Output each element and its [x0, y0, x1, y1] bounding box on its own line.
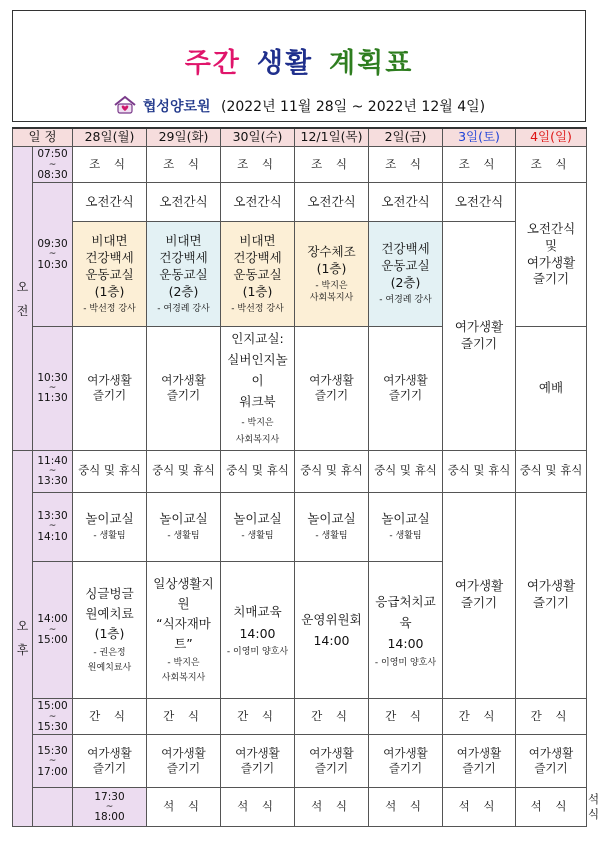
program-title: 놀이교실 — [233, 511, 282, 527]
time-cell: 09:30 ~ 10:30 — [33, 183, 73, 326]
cell-lunch: 중식 및 휴식 — [221, 450, 295, 492]
program-title: 건강백세 운동교실 (2층) — [381, 241, 430, 291]
cell-play-class — [295, 492, 369, 561]
time-end: 08:30 — [37, 168, 68, 181]
program-instructor: - 박지은 사회복지사 — [235, 417, 280, 445]
cell-program — [221, 326, 295, 450]
cell-breakfast: 조 식 — [147, 147, 221, 183]
cell-dinner: 석 식 — [443, 788, 516, 827]
program-instructor: - 생활팀 — [93, 530, 126, 541]
date-range: (2022년 11월 28일 ~ 2022년 12월 4일) — [220, 99, 486, 115]
day-header: 29일(화) — [147, 128, 221, 147]
time-start: 10:30 — [37, 371, 68, 384]
cell-program — [147, 222, 221, 327]
time-start: 07:50 — [37, 148, 68, 161]
cell-leisure: 여가생활 즐기기 — [147, 735, 221, 788]
cell-dinner: 석 식 — [147, 788, 221, 827]
time-cell: 13:30 ~ 14:10 — [33, 492, 73, 561]
org-name: 협성양로원 — [142, 99, 211, 115]
cell-sat-leisure: 여가생활 즐기기 — [443, 222, 516, 451]
cell-breakfast: 조 식 — [73, 147, 147, 183]
weekly-schedule-table — [12, 127, 604, 827]
title-word-3: 계획표 — [329, 48, 414, 79]
program-title: 응급처치교육 14:00 — [375, 593, 436, 652]
cell-breakfast: 조 식 — [516, 147, 587, 183]
program-title: 일상생활지원 “식자재마트” — [153, 576, 214, 652]
time-start: 15:00 — [37, 700, 68, 713]
cell-program — [73, 222, 147, 327]
time-end: 17:00 — [37, 765, 68, 778]
program-title: 운영위원회 14:00 — [301, 611, 362, 648]
time-end: 15:00 — [37, 633, 68, 646]
day-header-saturday: 3일(토) — [443, 128, 516, 147]
cell-program — [221, 561, 295, 698]
cell-breakfast: 조 식 — [369, 147, 443, 183]
cell-leisure: 여가생활 즐기기 — [443, 735, 516, 788]
program-title: 비대면 건강백세 운동교실 (1층) — [85, 233, 134, 299]
cell-program — [369, 561, 443, 698]
table-row: 17:30 ~ 18:00 석 식 석 식 석 식 석 식 석 식 석 식 석 식 — [13, 788, 587, 827]
program-instructor: - 권은정 원예치료사 — [87, 648, 132, 673]
cell-leisure: 여가생활 즐기기 — [73, 735, 147, 788]
cell-am-snack: 오전간식 — [443, 183, 516, 222]
program-title: 놀이교실 — [381, 511, 430, 527]
program-title: 싱글벙글 원예치료 (1층) — [85, 586, 134, 642]
cell-breakfast: 조 식 — [443, 147, 516, 183]
cell-pm-snack: 간 식 — [369, 698, 443, 735]
program-instructor: - 박지은 사회복지사 — [309, 280, 354, 303]
program-title: 치매교육 14:00 — [233, 604, 282, 641]
cell-lunch: 중식 및 휴식 — [516, 450, 587, 492]
cell-dinner: 석 식 — [516, 788, 587, 827]
program-instructor: - 생활팀 — [241, 530, 274, 541]
table-row — [13, 735, 587, 788]
time-cell: 15:30 ~ 17:00 — [33, 735, 73, 788]
cell-program — [369, 222, 443, 327]
time-cell: 11:40 ~ 13:30 — [33, 450, 73, 492]
time-end: 18:00 — [94, 811, 125, 824]
cell-sun-am: 오전간식 및 여가생활 즐기기 — [516, 183, 587, 326]
cell-am-snack: 오전간식 — [221, 183, 295, 222]
cell-breakfast: 조 식 — [295, 147, 369, 183]
program-instructor: - 박선정 강사 — [231, 303, 284, 314]
cell-am-snack: 오전간식 — [295, 183, 369, 222]
cell-am-snack: 오전간식 — [73, 183, 147, 222]
cell-leisure: 여가생활 즐기기 — [295, 735, 369, 788]
time-cell: 15:00 ~ 15:30 — [33, 698, 73, 735]
program-instructor: - 박선정 강사 — [83, 303, 136, 314]
program-title: 장수체조 (1층) — [307, 243, 356, 276]
time-start: 14:00 — [37, 613, 68, 626]
cell-pm-snack: 간 식 — [443, 698, 516, 735]
time-start: 11:40 — [37, 454, 68, 467]
cell-dinner: 석 식 — [295, 788, 369, 827]
table-row — [13, 492, 587, 561]
cell-program — [73, 561, 147, 698]
period-blank — [33, 788, 73, 827]
time-end: 11:30 — [37, 392, 68, 405]
time-end: 13:30 — [37, 475, 68, 488]
time-end: 10:30 — [37, 258, 68, 271]
title-word-1: 주간 — [184, 48, 241, 79]
cell-leisure: 여가생활 즐기기 — [147, 326, 221, 450]
cell-am-snack: 오전간식 — [369, 183, 443, 222]
program-title: 놀이교실 — [159, 511, 208, 527]
cell-leisure: 여가생활 즐기기 — [369, 735, 443, 788]
time-start: 09:30 — [37, 238, 68, 251]
cell-am-snack: 오전간식 — [147, 183, 221, 222]
program-instructor: - 여경례 강사 — [379, 295, 432, 306]
time-start: 15:30 — [37, 745, 68, 758]
time-cell: 14:00 ~ 15:00 — [33, 561, 73, 698]
cell-pm-snack: 간 식 — [73, 698, 147, 735]
cell-play-class — [221, 492, 295, 561]
program-instructor: - 생활팀 — [167, 530, 200, 541]
cell-lunch: 중식 및 휴식 — [295, 450, 369, 492]
period-am: 오 전 — [13, 147, 33, 451]
cell-play-class — [73, 492, 147, 561]
header-row — [13, 128, 587, 147]
cell-leisure: 여가생활 즐기기 — [221, 735, 295, 788]
day-header: 30일(수) — [221, 128, 295, 147]
cell-lunch: 중식 및 휴식 — [369, 450, 443, 492]
program-instructor: - 박지은 사회복지사 — [161, 658, 206, 683]
table-row — [13, 698, 587, 735]
cell-leisure: 여가생활 즐기기 — [295, 326, 369, 450]
day-header-sunday: 4일(일) — [516, 128, 587, 147]
day-header: 28일(월) — [73, 128, 147, 147]
program-title: 인지교실: 실버인지놀이 워크북 — [227, 330, 288, 410]
col-label: 일 정 — [13, 128, 73, 147]
cell-leisure: 여가생활 즐기기 — [73, 326, 147, 450]
cell-lunch: 중식 및 휴식 — [73, 450, 147, 492]
time-start: 13:30 — [37, 510, 68, 523]
cell-program — [221, 222, 295, 327]
program-instructor: - 이영미 양호사 — [226, 646, 289, 657]
table-row — [13, 147, 587, 183]
cell-sat-leisure: 여가생활 즐기기 — [443, 492, 516, 698]
table-row — [13, 450, 587, 492]
house-heart-icon — [113, 96, 137, 118]
cell-pm-snack: 간 식 — [147, 698, 221, 735]
program-instructor: - 여경례 강사 — [157, 303, 210, 314]
cell-play-class — [369, 492, 443, 561]
cell-dinner: 석 식 — [369, 788, 443, 827]
cell-pm-snack: 간 식 — [516, 698, 587, 735]
header-frame — [12, 10, 586, 122]
day-header: 12/1일(목) — [295, 128, 369, 147]
table-row — [13, 183, 587, 222]
cell-leisure: 여가생활 즐기기 — [369, 326, 443, 450]
cell-leisure: 여가생활 즐기기 — [516, 735, 587, 788]
program-title: 놀이교실 — [85, 511, 134, 527]
cell-program — [295, 561, 369, 698]
cell-play-class — [147, 492, 221, 561]
cell-breakfast: 조 식 — [221, 147, 295, 183]
program-instructor: - 이영미 양호사 — [374, 657, 437, 668]
time-cell: 10:30 ~ 11:30 — [33, 326, 73, 450]
cell-dinner: 석 식 — [221, 788, 295, 827]
cell-lunch: 중식 및 휴식 — [443, 450, 516, 492]
time-cell: 17:30 ~ 18:00 — [73, 788, 147, 827]
program-instructor: - 생활팀 — [389, 530, 422, 541]
cell-pm-snack: 간 식 — [221, 698, 295, 735]
time-cell: 07:50 ~ 08:30 — [33, 147, 73, 183]
page-title — [13, 41, 585, 80]
program-title: 비대면 건강백세 운동교실 (2층) — [159, 233, 208, 299]
day-header: 2일(금) — [369, 128, 443, 147]
program-instructor: - 생활팀 — [315, 530, 348, 541]
cell-lunch: 중식 및 휴식 — [147, 450, 221, 492]
cell-program — [147, 561, 221, 698]
cell-program — [295, 222, 369, 327]
cell-pm-snack: 간 식 — [295, 698, 369, 735]
period-pm: 오 후 — [13, 450, 33, 826]
program-title: 놀이교실 — [307, 511, 356, 527]
cell-worship: 예배 — [516, 326, 587, 450]
table-row — [13, 222, 587, 327]
program-title: 비대면 건강백세 운동교실 (1층) — [233, 233, 282, 299]
cell-sun-leisure: 여가생활 즐기기 — [516, 492, 587, 698]
subtitle — [13, 96, 585, 118]
title-word-2: 생활 — [256, 48, 314, 79]
time-start: 17:30 — [94, 790, 125, 803]
time-end: 15:30 — [37, 720, 68, 733]
time-end: 14:10 — [37, 530, 68, 543]
